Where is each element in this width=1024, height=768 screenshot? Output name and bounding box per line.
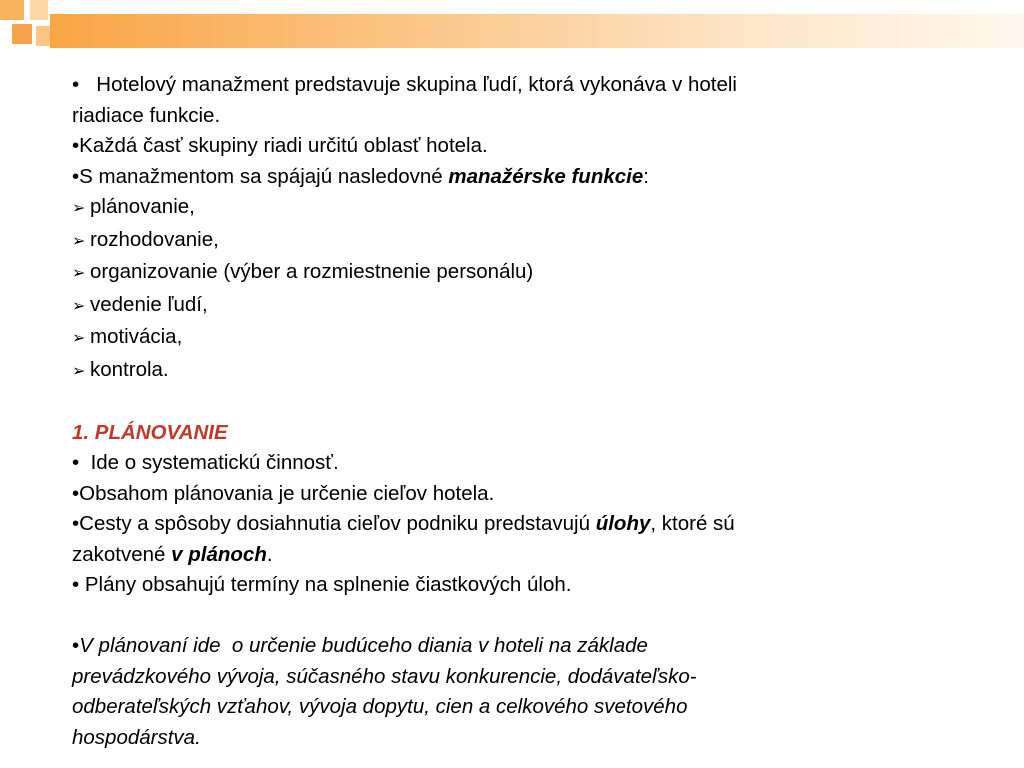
intro-line-3: •Každá časť skupiny riadi určitú oblasť hotela.: [72, 134, 488, 157]
intro-text: •S manažmentom sa spájajú nasledovné: [72, 164, 449, 188]
arrow-bullet-icon: ➢: [72, 265, 86, 282]
bullet: •: [72, 73, 80, 96]
emphasis-text: úlohy: [595, 512, 651, 535]
function-label: rozhodovanie,: [90, 227, 219, 251]
arrow-bullet-icon: ➢: [72, 297, 86, 315]
closing-text: V plánovaní ide o určenie budúceho diania v hoteli na základe: [79, 634, 648, 657]
decorative-square: [30, 0, 48, 20]
intro-line-2: riadiace funkcie.: [72, 103, 221, 127]
function-label: plánovanie,: [90, 195, 195, 218]
function-label: vedenie ľudí,: [90, 292, 208, 316]
slide-content: [72, 70, 932, 753]
arrow-bullet-icon: ➢: [72, 200, 86, 217]
closing-line-1: [72, 631, 932, 662]
emphasis-text: manažérske funkcie: [448, 164, 644, 188]
arrow-bullet-icon: ➢: [72, 330, 86, 347]
function-item: [72, 290, 932, 323]
closing-line-2: prevádzkového vývoja, súčasného stavu konkurencie, dodávateľsko-: [72, 664, 697, 688]
bullet: •: [72, 634, 80, 657]
function-label: kontrola.: [90, 357, 169, 381]
function-item: [72, 355, 932, 388]
function-item: [72, 192, 932, 225]
planning-bullet-3: [72, 509, 932, 540]
planning-text: .: [266, 542, 273, 566]
function-label: organizovanie (výber a rozmiestnenie personálu): [90, 260, 534, 283]
function-label: motivácia,: [90, 325, 183, 348]
closing-line-4: hospodárstva.: [72, 725, 201, 749]
planning-text: , ktoré sú: [650, 512, 735, 535]
intro-line-4: [72, 162, 932, 193]
decorative-banner: [0, 0, 1024, 48]
intro-line-1: [72, 70, 932, 101]
function-item: [72, 322, 932, 355]
gradient-bar: [50, 14, 1024, 48]
planning-bullet-4: • Plány obsahujú termíny na splnenie čiastkových úloh.: [72, 573, 572, 596]
decorative-square: [0, 0, 24, 20]
spacer: [72, 601, 932, 632]
intro-text: Hotelový manažment predstavuje skupina ľudí, ktorá vykonáva v hoteli: [96, 73, 737, 96]
planning-bullet-1: • Ide o systematickú činnosť.: [72, 451, 339, 474]
emphasis-text: v plánoch: [171, 542, 267, 566]
function-item: [72, 225, 932, 258]
planning-text: •Cesty a spôsoby dosiahnutia cieľov podniku predstavujú: [72, 512, 596, 535]
arrow-bullet-icon: ➢: [72, 362, 86, 380]
spacer: [72, 387, 932, 418]
planning-text: zakotvené: [72, 542, 172, 566]
section-heading: 1. PLÁNOVANIE: [72, 420, 228, 444]
function-item: [72, 257, 932, 290]
decorative-square: [12, 24, 32, 44]
planning-bullet-2: •Obsahom plánovania je určenie cieľov hotela.: [72, 481, 495, 505]
closing-line-3: odberateľských vzťahov, vývoja dopytu, cien a celkového svetového: [72, 695, 688, 718]
intro-text: :: [643, 164, 649, 188]
arrow-bullet-icon: ➢: [72, 232, 86, 250]
planning-bullet-3-cont: [72, 540, 932, 571]
